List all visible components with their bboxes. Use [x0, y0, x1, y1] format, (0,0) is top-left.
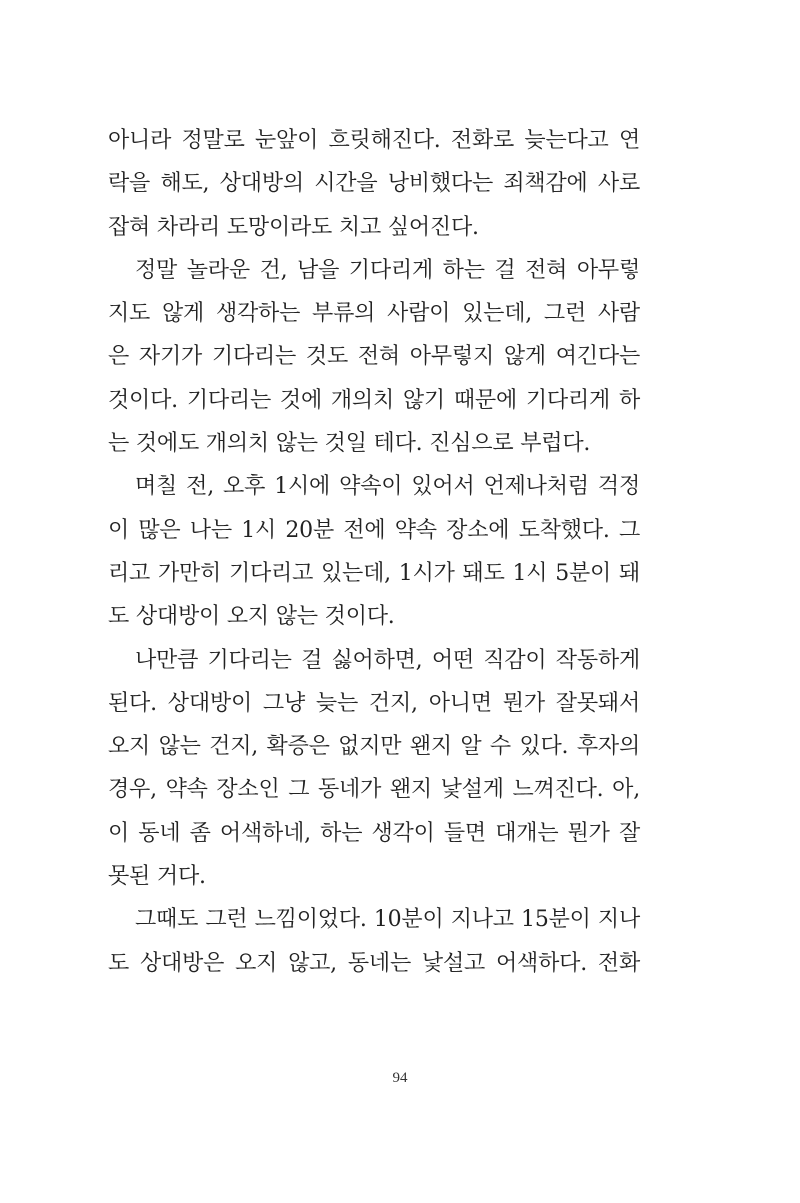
text-line: 정말 놀라운 건, 남을 기다리게 하는 걸 전혀 아무렇 [135, 257, 640, 283]
text-line: 락을 해도, 상대방의 시간을 낭비했다는 죄책감에 사로 [108, 171, 640, 197]
text-line: 것이다. 기다리는 것에 개의치 않기 때문에 기다리게 하 [108, 387, 640, 413]
text-line: 이 많은 나는 1시 20분 전에 약속 장소에 도착했다. 그 [108, 517, 640, 543]
text-line: 경우, 약속 장소인 그 동네가 왠지 낯설게 느껴진다. 아, [108, 777, 640, 803]
text-line: 오지 않는 건지, 확증은 없지만 왠지 알 수 있다. 후자의 [108, 734, 640, 760]
text-line: 못된 거다. [108, 864, 206, 890]
text-line: 며칠 전, 오후 1시에 약속이 있어서 언제나처럼 걱정 [135, 474, 640, 500]
text-line: 은 자기가 기다리는 것도 전혀 아무렇지 않게 여긴다는 [108, 344, 640, 370]
text-line: 리고 가만히 기다리고 있는데, 1시가 돼도 1시 5분이 돼 [108, 560, 640, 586]
text-line: 아니라 정말로 눈앞이 흐릿해진다. 전화로 늦는다고 연 [108, 128, 640, 153]
text-line: 이 동네 좀 어색하네, 하는 생각이 들면 대개는 뭔가 잘 [108, 820, 640, 846]
text-line: 된다. 상대방이 그냥 늦는 건지, 아니면 뭔가 잘못돼서 [108, 690, 640, 716]
text-line: 도 상대방이 오지 않는 것이다. [108, 604, 395, 630]
text-line: 잡혀 차라리 도망이라도 치고 싶어진다. [108, 214, 479, 240]
text-line: 는 것에도 개의치 않는 것일 테다. 진심으로 부럽다. [108, 431, 591, 457]
text-line: 지도 않게 생각하는 부류의 사람이 있는데, 그런 사람 [108, 301, 640, 327]
text-line: 그때도 그런 느낌이었다. 10분이 지나고 15분이 지나 [135, 907, 640, 933]
page-body [108, 119, 640, 985]
text-line: 나만큼 기다리는 걸 싫어하면, 어떤 직감이 작동하게 [135, 647, 640, 673]
text-line: 도 상대방은 오지 않고, 동네는 낯설고 어색하다. 전화 [108, 950, 640, 976]
page-number: 94 [392, 1070, 408, 1086]
